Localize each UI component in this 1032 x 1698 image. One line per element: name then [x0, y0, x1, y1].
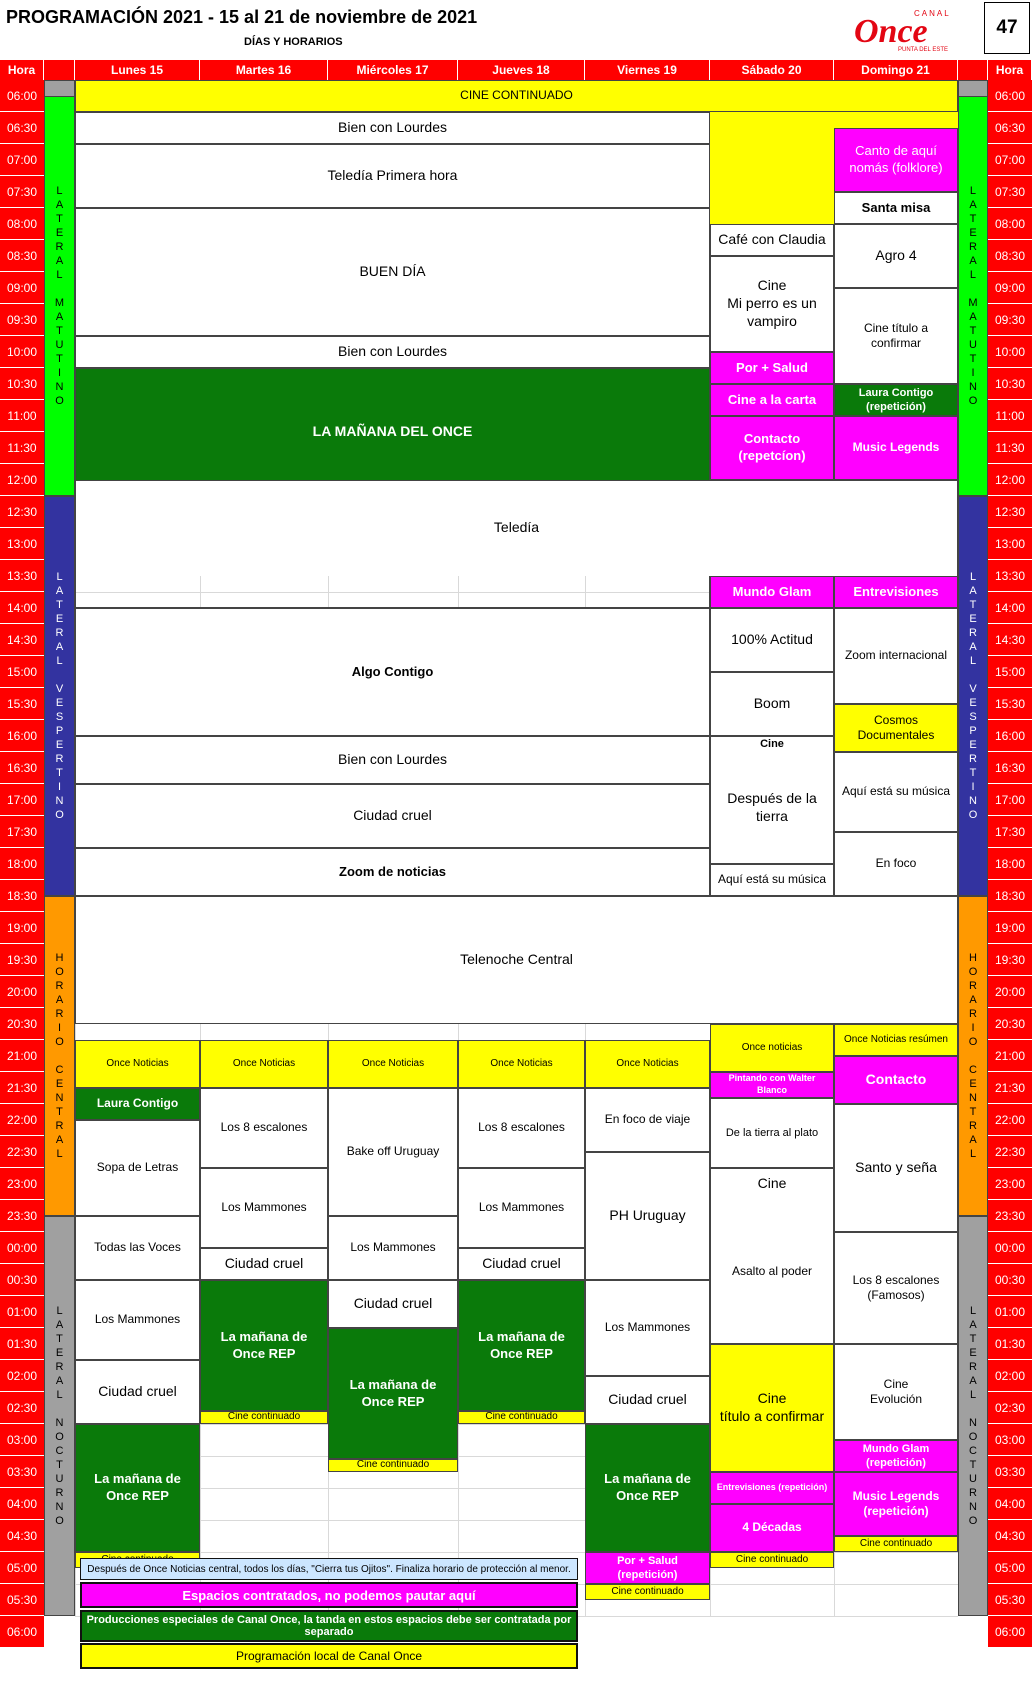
day-header: Lunes 15: [75, 60, 200, 80]
time-label-left: 20:00: [0, 976, 44, 1008]
program-block: Ciudad cruel: [458, 1248, 585, 1280]
program-block: Bien con Lourdes: [75, 112, 710, 144]
program-block: Bake off Uruguay: [328, 1088, 458, 1216]
program-block: Los 8 escalones: [458, 1088, 585, 1168]
time-label-right: 15:30: [988, 688, 1032, 720]
time-label-right: 23:00: [988, 1168, 1032, 1200]
time-label-left: 01:00: [0, 1296, 44, 1328]
time-label-right: 10:00: [988, 336, 1032, 368]
program-block: Cine: [710, 736, 834, 752]
time-label-left: 06:00: [0, 80, 44, 112]
program-block: Pintando con Walter Blanco: [710, 1072, 834, 1098]
program-block: Laura Contigo: [75, 1088, 200, 1120]
program-block: Cosmos Documentales: [834, 704, 958, 752]
program-block: Canto de aquí nomás (folklore): [834, 128, 958, 192]
program-block: Asalto al poder: [710, 1200, 834, 1344]
time-label-right: 12:00: [988, 464, 1032, 496]
legend-local: Programación local de Canal Once: [80, 1643, 578, 1669]
teledia-frame: [75, 480, 958, 576]
time-label-right: 07:30: [988, 176, 1032, 208]
time-label-right: 20:30: [988, 1008, 1032, 1040]
time-label-left: 13:30: [0, 560, 44, 592]
time-label-right: 18:30: [988, 880, 1032, 912]
time-label-left: 07:30: [0, 176, 44, 208]
program-block: Los Mammones: [328, 1216, 458, 1280]
time-label-left: 10:00: [0, 336, 44, 368]
time-label-left: 19:00: [0, 912, 44, 944]
time-label-right: 23:30: [988, 1200, 1032, 1232]
time-label-right: 21:30: [988, 1072, 1032, 1104]
program-block: Café con Claudia: [710, 224, 834, 256]
time-label-left: 15:30: [0, 688, 44, 720]
time-label-right: 20:00: [988, 976, 1032, 1008]
lateral-header-left: [44, 60, 75, 80]
program-block: Aquí está su música: [710, 864, 834, 896]
program-block: Entrevisiones: [834, 576, 958, 608]
program-block: Todas las Voces: [75, 1216, 200, 1280]
telenoche-frame: [75, 896, 834, 1024]
time-label-left: 18:30: [0, 880, 44, 912]
time-label-left: 23:00: [0, 1168, 44, 1200]
program-block: Once noticias: [710, 1024, 834, 1072]
legend-note: Después de Once Noticias central, todos los días, "Cierra tus Ojitos". Finaliza horario de protección al menor.: [80, 1558, 578, 1580]
time-label-left: 22:00: [0, 1104, 44, 1136]
program-block: Ciudad cruel: [200, 1248, 328, 1280]
time-label-right: 01:30: [988, 1328, 1032, 1360]
program-block: Teledía Primera hora: [75, 144, 710, 208]
program-block: Zoom de noticias: [75, 848, 710, 896]
time-label-right: 08:30: [988, 240, 1032, 272]
time-label-right: 03:30: [988, 1456, 1032, 1488]
program-block: Cine título a confirmar: [834, 288, 958, 384]
time-label-left: 14:30: [0, 624, 44, 656]
legend-contracted: Espacios contratados, no podemos pautar aquí: [80, 1582, 578, 1608]
program-block: Cine continuado: [458, 1411, 585, 1424]
time-label-left: 02:00: [0, 1360, 44, 1392]
time-label-right: 11:00: [988, 400, 1032, 432]
time-label-left: 23:30: [0, 1200, 44, 1232]
time-label-left: 05:30: [0, 1584, 44, 1616]
logo-tagline: PUNTA DEL ESTE: [898, 47, 949, 53]
time-label-left: 15:00: [0, 656, 44, 688]
time-label-left: 03:00: [0, 1424, 44, 1456]
program-block: Bien con Lourdes: [75, 336, 710, 368]
program-block: Cine: [710, 1168, 834, 1200]
time-label-right: 13:00: [988, 528, 1032, 560]
program-block: Once Noticias: [585, 1040, 710, 1088]
time-label-left: 19:30: [0, 944, 44, 976]
time-label-right: 14:00: [988, 592, 1032, 624]
program-block: Ciudad cruel: [75, 784, 710, 848]
day-header: Viernes 19: [585, 60, 710, 80]
program-block: [710, 112, 834, 224]
program-block: Por + Salud: [710, 352, 834, 384]
time-label-right: 18:00: [988, 848, 1032, 880]
time-label-right: 17:00: [988, 784, 1032, 816]
time-label-left: 11:00: [0, 400, 44, 432]
program-block: Cine a la carta: [710, 384, 834, 416]
day-header: Jueves 18: [458, 60, 585, 80]
program-block: Cine continuado: [200, 1411, 328, 1424]
time-label-left: 12:30: [0, 496, 44, 528]
cine-frame-2: [710, 1168, 834, 1344]
program-block: Teledía: [75, 480, 958, 576]
program-block: Telenoche Central: [75, 896, 958, 1024]
time-label-left: 21:00: [0, 1040, 44, 1072]
time-label-left: 04:30: [0, 1520, 44, 1552]
program-block: Cine continuado: [328, 1459, 458, 1472]
side-label-left: L A T E R A L N O C T U R N O: [44, 1216, 75, 1616]
side-label-left: L A T E R A L V E S P E R T I N O: [44, 496, 75, 896]
side-label-right: H O R A R I O C E N T R A L: [958, 896, 988, 1216]
time-label-right: 06:00: [988, 1616, 1032, 1648]
day-header: Sábado 20: [710, 60, 834, 80]
program-block: Boom: [710, 672, 834, 736]
time-label-left: 04:00: [0, 1488, 44, 1520]
time-label-left: 09:30: [0, 304, 44, 336]
program-block: En foco de viaje: [585, 1088, 710, 1152]
hora-header-right: Hora: [988, 60, 1032, 80]
time-label-left: 02:30: [0, 1392, 44, 1424]
time-label-right: 02:00: [988, 1360, 1032, 1392]
program-block: Santo y seña: [834, 1104, 958, 1232]
day-header: Domingo 21: [834, 60, 958, 80]
time-label-left: 10:30: [0, 368, 44, 400]
program-block: Once Noticias: [328, 1040, 458, 1088]
program-block: Contacto (repetcíon): [710, 416, 834, 480]
program-block: Agro 4: [834, 224, 958, 288]
time-label-left: 16:00: [0, 720, 44, 752]
program-block: Contacto: [834, 1056, 958, 1104]
program-block: Ciudad cruel: [585, 1376, 710, 1424]
time-label-right: 17:30: [988, 816, 1032, 848]
program-block: 100% Actitud: [710, 608, 834, 672]
time-label-right: 15:00: [988, 656, 1032, 688]
program-block: PH Uruguay: [585, 1152, 710, 1280]
time-label-left: 09:00: [0, 272, 44, 304]
time-label-right: 00:00: [988, 1232, 1032, 1264]
side-label-left: H O R A R I O C E N T R A L: [44, 896, 75, 1216]
program-block: 4 Décadas: [710, 1504, 834, 1552]
program-block: Mundo Glam (repetición): [834, 1440, 958, 1472]
time-label-right: 16:30: [988, 752, 1032, 784]
side-label-right: L A T E R A L M A T U T I N O: [958, 96, 988, 496]
side-label-left: L A T E R A L M A T U T I N O: [44, 96, 75, 496]
teledia-frame-2: [75, 576, 710, 608]
program-block: Aquí está su música: [834, 752, 958, 832]
program-block: La mañana de Once REP: [75, 1424, 200, 1552]
page-number: 47: [984, 2, 1030, 54]
program-block: Once Noticias: [458, 1040, 585, 1088]
time-label-left: 08:30: [0, 240, 44, 272]
program-block: Santa misa: [834, 192, 958, 224]
page-title: PROGRAMACIÓN 2021 - 15 al 21 de noviembre de 2021: [6, 7, 478, 27]
time-label-left: 22:30: [0, 1136, 44, 1168]
program-block: Zoom internacional: [834, 608, 958, 704]
time-label-left: 16:30: [0, 752, 44, 784]
time-label-left: 07:00: [0, 144, 44, 176]
program-block: Los Mammones: [75, 1280, 200, 1360]
time-label-left: 05:00: [0, 1552, 44, 1584]
time-label-right: 09:00: [988, 272, 1032, 304]
time-label-left: 01:30: [0, 1328, 44, 1360]
time-label-right: 00:30: [988, 1264, 1032, 1296]
program-block: La mañana de Once REP: [200, 1280, 328, 1411]
program-block: Music Legends: [834, 416, 958, 480]
program-block: Algo Contigo: [75, 608, 710, 736]
time-label-left: 08:00: [0, 208, 44, 240]
program-block: Once Noticias resúmen: [834, 1024, 958, 1056]
program-block: Cine continuado: [834, 1536, 958, 1552]
program-block: Laura Contigo (repetición): [834, 384, 958, 416]
time-label-right: 02:30: [988, 1392, 1032, 1424]
program-block: Entrevisiones (repetición): [710, 1472, 834, 1504]
time-label-right: 14:30: [988, 624, 1032, 656]
logo-main-text: Once: [854, 13, 928, 50]
program-block: Cine continuado: [585, 1584, 710, 1600]
page-subtitle: DÍAS Y HORARIOS: [244, 36, 343, 48]
program-block: Cine Mi perro es un vampiro: [710, 256, 834, 352]
program-block: Ciudad cruel: [75, 1360, 200, 1424]
time-label-right: 10:30: [988, 368, 1032, 400]
time-label-right: 22:30: [988, 1136, 1032, 1168]
cine-frame: [710, 736, 834, 864]
program-block: Los Mammones: [200, 1168, 328, 1248]
time-label-right: 03:00: [988, 1424, 1032, 1456]
time-label-left: 21:30: [0, 1072, 44, 1104]
time-label-right: 09:30: [988, 304, 1032, 336]
time-label-right: 04:30: [988, 1520, 1032, 1552]
hora-header-left: Hora: [0, 60, 44, 80]
legend-special: Producciones especiales de Canal Once, la tanda en estos espacios debe ser contratada por separado: [80, 1610, 578, 1642]
program-block: De la tierra al plato: [710, 1098, 834, 1168]
time-label-right: 06:30: [988, 112, 1032, 144]
logo-small-text: CANAL: [914, 9, 951, 18]
time-label-right: 13:30: [988, 560, 1032, 592]
program-block: Cine continuado: [710, 1552, 834, 1568]
time-label-left: 03:30: [0, 1456, 44, 1488]
program-block: Mundo Glam: [710, 576, 834, 608]
lateral-header-right: [958, 60, 988, 80]
program-block: Los Mammones: [458, 1168, 585, 1248]
time-label-left: 12:00: [0, 464, 44, 496]
time-label-left: 00:00: [0, 1232, 44, 1264]
program-block: Los 8 escalones: [200, 1088, 328, 1168]
program-block: BUEN DÍA: [75, 208, 710, 336]
telenoche-frame-2: [834, 896, 958, 1024]
time-label-left: 17:00: [0, 784, 44, 816]
program-block: Bien con Lourdes: [75, 736, 710, 784]
program-block: La mañana de Once REP: [585, 1424, 710, 1552]
program-block: CINE CONTINUADO: [75, 80, 958, 112]
side-label-right: L A T E R A L N O C T U R N O: [958, 1216, 988, 1616]
time-label-right: 04:00: [988, 1488, 1032, 1520]
time-label-right: 05:00: [988, 1552, 1032, 1584]
time-label-right: 12:30: [988, 496, 1032, 528]
time-label-right: 19:00: [988, 912, 1032, 944]
program-block: Cine título a confirmar: [710, 1344, 834, 1472]
side-label-right: L A T E R A L V E S P E R T I N O: [958, 496, 988, 896]
program-block: Por + Salud (repetición): [585, 1552, 710, 1584]
time-label-left: 18:00: [0, 848, 44, 880]
time-label-right: 11:30: [988, 432, 1032, 464]
program-block: En foco: [834, 832, 958, 896]
program-block: Los Mammones: [585, 1280, 710, 1376]
program-block: Sopa de Letras: [75, 1120, 200, 1216]
program-block: Once Noticias: [75, 1040, 200, 1088]
time-label-right: 05:30: [988, 1584, 1032, 1616]
day-header: Martes 16: [200, 60, 328, 80]
time-label-left: 13:00: [0, 528, 44, 560]
time-label-left: 06:30: [0, 112, 44, 144]
time-label-left: 11:30: [0, 432, 44, 464]
program-block: Music Legends (repetición): [834, 1472, 958, 1536]
time-label-right: 16:00: [988, 720, 1032, 752]
time-label-left: 14:00: [0, 592, 44, 624]
time-label-left: 06:00: [0, 1616, 44, 1648]
program-block: La mañana de Once REP: [328, 1328, 458, 1459]
time-label-right: 22:00: [988, 1104, 1032, 1136]
program-block: La mañana de Once REP: [458, 1280, 585, 1411]
time-label-left: 00:30: [0, 1264, 44, 1296]
time-label-right: 21:00: [988, 1040, 1032, 1072]
program-block: Los 8 escalones (Famosos): [834, 1232, 958, 1344]
day-header: Miércoles 17: [328, 60, 458, 80]
program-block: Después de la tierra: [710, 752, 834, 864]
program-block: Once Noticias: [200, 1040, 328, 1088]
time-label-left: 17:30: [0, 816, 44, 848]
time-label-right: 01:00: [988, 1296, 1032, 1328]
program-block: Cine Evolución: [834, 1344, 958, 1440]
time-label-right: 07:00: [988, 144, 1032, 176]
time-label-right: 06:00: [988, 80, 1032, 112]
time-label-right: 19:30: [988, 944, 1032, 976]
time-label-right: 08:00: [988, 208, 1032, 240]
program-block: Ciudad cruel: [328, 1280, 458, 1328]
time-label-left: 20:30: [0, 1008, 44, 1040]
program-block: LA MAÑANA DEL ONCE: [75, 368, 710, 496]
